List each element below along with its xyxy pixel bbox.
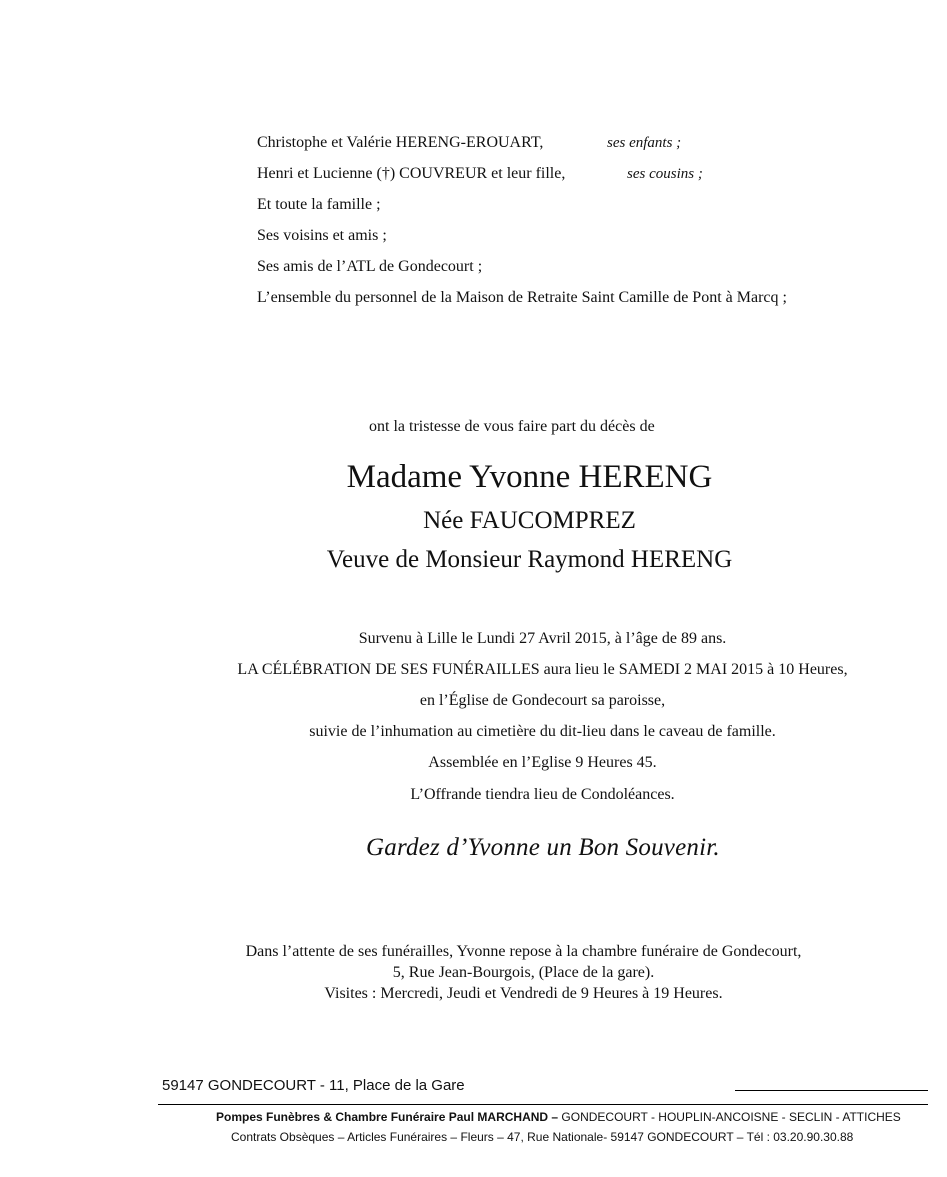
family-line-4: Ses voisins et amis ; xyxy=(257,227,387,244)
family-line-3: Et toute la famille ; xyxy=(257,196,381,213)
family-line-text: Christophe et Valérie HERENG-EROUART, xyxy=(257,134,544,151)
family-line-2 xyxy=(257,165,565,183)
family-line-text: Henri et Lucienne (†) COUVREUR et leur fille, xyxy=(257,165,566,182)
footer-divider xyxy=(158,1104,928,1105)
family-line-5: Ses amis de l’ATL de Gondecourt ; xyxy=(257,258,483,275)
detail-line: suivie de l’inhumation au cimetière du dit-lieu dans le caveau de famille. xyxy=(309,723,776,740)
farewell-message: Gardez d’Yvonne un Bon Souvenir. xyxy=(366,834,720,861)
company-towns: GONDECOURT - HOUPLIN-ANCOISNE - SECLIN - ATTICHES xyxy=(558,1110,901,1124)
announcement-intro: ont la tristesse de vous faire part du décès de xyxy=(369,418,655,435)
company-contact: Contrats Obsèques – Articles Funéraires – Fleurs – 47, Rue Nationale- 59147 GONDECOURT – Tél : 03.20.90.30.88 xyxy=(231,1130,854,1144)
detail-line: Assemblée en l’Eglise 9 Heures 45. xyxy=(428,754,657,771)
funeral-home-address: 59147 GONDECOURT - 11, Place de la Gare xyxy=(162,1077,465,1094)
family-line-6: L’ensemble du personnel de la Maison de Retraite Saint Camille de Pont à Marcq ; xyxy=(257,289,787,306)
family-line-1 xyxy=(257,134,543,152)
company-line xyxy=(216,1110,901,1124)
visitation-line: 5, Rue Jean-Bourgois, (Place de la gare). xyxy=(392,964,655,981)
detail-line: Survenu à Lille le Lundi 27 Avril 2015, à l’âge de 89 ans. xyxy=(358,630,727,647)
detail-line: L’Offrande tiendra lieu de Condoléances. xyxy=(410,786,675,803)
company-name: Pompes Funèbres & Chambre Funéraire Paul MARCHAND – xyxy=(216,1110,559,1124)
detail-line: LA CÉLÉBRATION DE SES FUNÉRAILLES aura lieu le SAMEDI 2 MAI 2015 à 10 Heures, xyxy=(237,661,848,678)
birth-name: Née FAUCOMPREZ xyxy=(423,507,636,534)
detail-line: en l’Église de Gondecourt sa paroisse, xyxy=(419,692,666,709)
footer-short-rule xyxy=(735,1090,928,1091)
visitation-line: Visites : Mercredi, Jeudi et Vendredi de 9 Heures à 19 Heures. xyxy=(324,985,723,1002)
family-role: ses cousins ; xyxy=(627,166,703,182)
family-role: ses enfants ; xyxy=(607,135,682,151)
widow-of: Veuve de Monsieur Raymond HERENG xyxy=(326,546,733,573)
visitation-line: Dans l’attente de ses funérailles, Yvonne repose à la chambre funéraire de Gondecourt, xyxy=(245,943,802,960)
deceased-name: Madame Yvonne HERENG xyxy=(346,459,713,495)
